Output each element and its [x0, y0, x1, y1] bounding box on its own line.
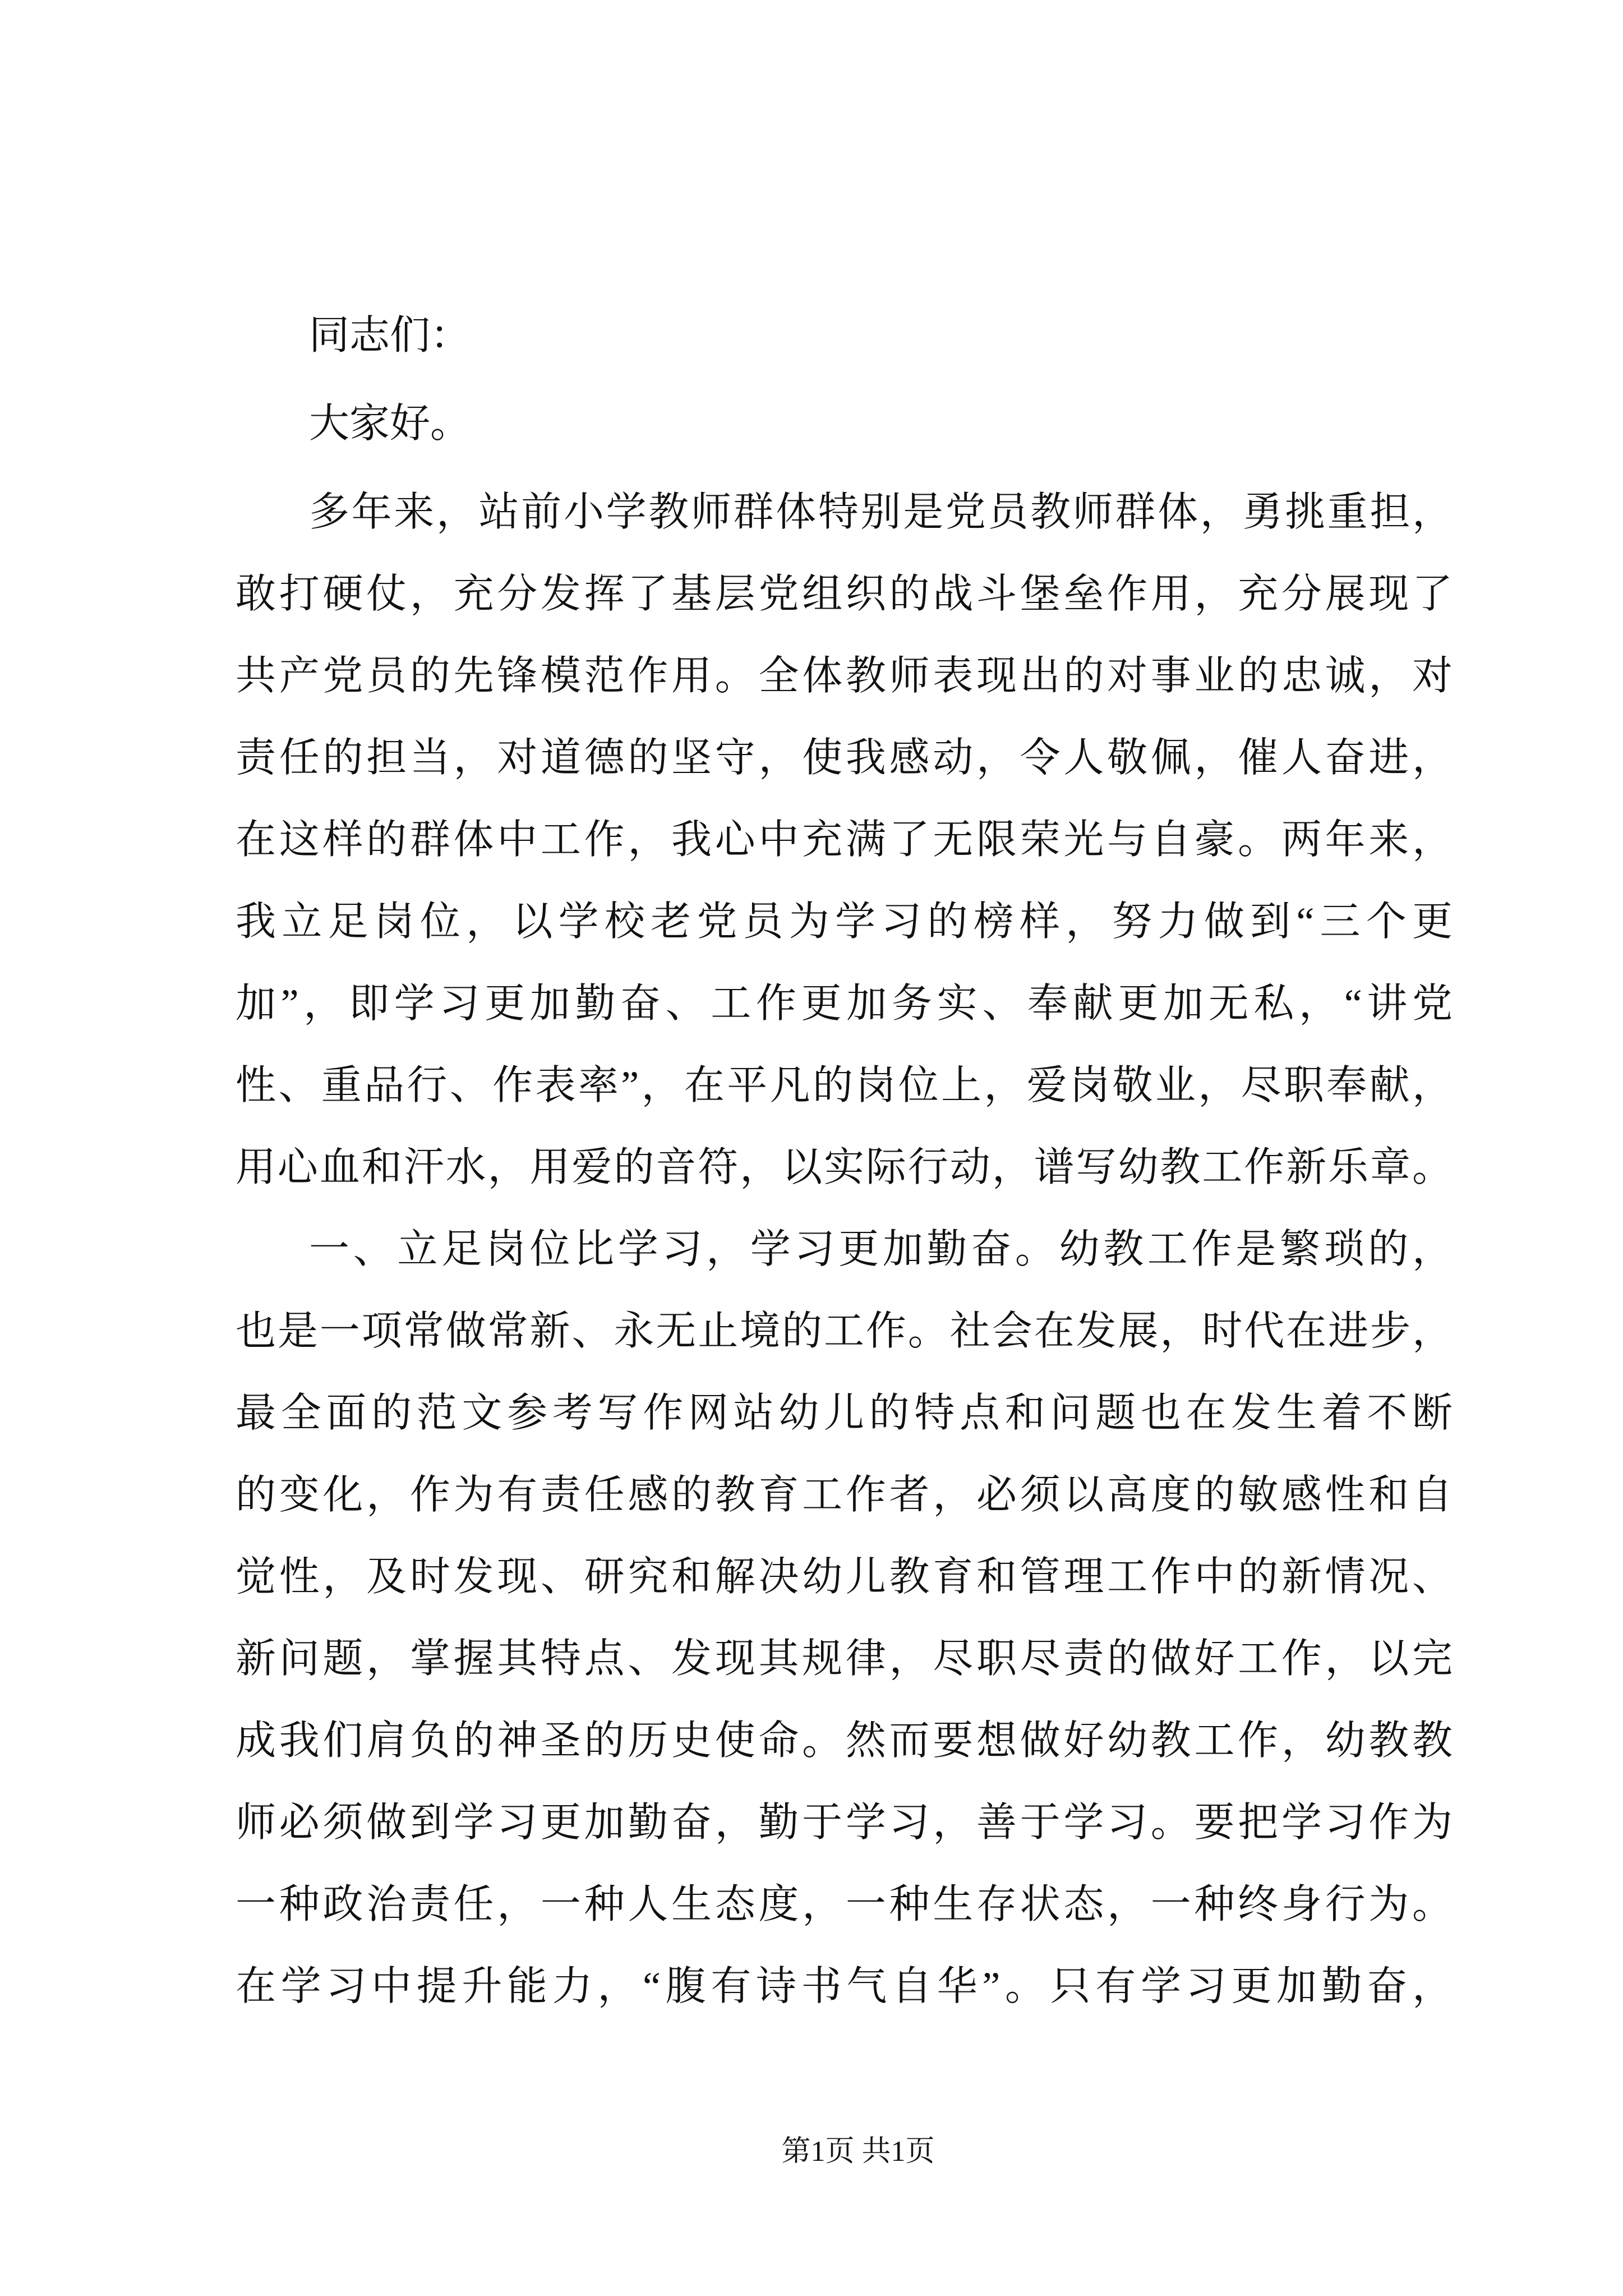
text-line: 师必须做到学习更加勤奋，勤于学习，善于学习。要把学习作为 — [236, 1800, 1453, 1845]
text-line: 成我们肩负的神圣的历史使命。然而要想做好幼教工作，幼教教 — [236, 1718, 1453, 1763]
page-footer: 第1页 共1页 — [781, 2136, 935, 2168]
paragraph-intro — [236, 471, 1453, 1208]
text-line: 觉性，及时发现、研究和解决幼儿教育和管理工作中的新情况、 — [236, 1554, 1453, 1599]
text-line: 责任的担当，对道德的坚守，使我感动，令人敬佩，催人奋进， — [236, 735, 1453, 780]
text-line: 敢打硬仗，充分发挥了基层党组织的战斗堡垒作用，充分展现了 — [236, 572, 1453, 616]
paragraph-section-one — [236, 1208, 1453, 2027]
text-line: 新问题，掌握其特点、发现其规律，尽职尽责的做好工作，以完 — [236, 1636, 1453, 1681]
text-line: 大家好。 — [309, 401, 471, 446]
greeting — [236, 380, 1453, 468]
text-line: 用心血和汗水，用爱的音符，以实际行动，谱写幼教工作新乐章。 — [236, 1145, 1453, 1190]
text-line: 在这样的群体中工作，我心中充满了无限荣光与自豪。两年来， — [236, 817, 1453, 862]
text-line: 也是一项常做常新、永无止境的工作。社会在发展，时代在进步， — [236, 1309, 1453, 1354]
text-line: 共产党员的先锋模范作用。全体教师表现出的对事业的忠诚，对 — [236, 654, 1453, 698]
text-line: 多年来，站前小学教师群体特别是党员教师群体，勇挑重担， — [309, 490, 1453, 535]
text-line: 性、重品行、作表率”，在平凡的岗位上，爱岗敬业，尽职奉献， — [236, 1063, 1453, 1108]
text-line: 最全面的范文参考写作网站幼儿的特点和问题也在发生着不断 — [236, 1391, 1453, 1435]
text-line: 我立足岗位，以学校老党员为学习的榜样，努力做到“三个更 — [236, 899, 1453, 944]
document-body — [236, 292, 1453, 2027]
text-line: 在学习中提升能力，“腹有诗书气自华”。只有学习更加勤奋， — [236, 1964, 1453, 2009]
text-line: 加”，即学习更加勤奋、工作更加务实、奉献更加无私，“讲党 — [236, 981, 1453, 1026]
salutation — [236, 292, 1453, 380]
text-line: 同志们： — [309, 313, 471, 358]
text-line: 一种政治责任，一种人生态度，一种生存状态，一种终身行为。 — [236, 1882, 1453, 1927]
text-line: 一、立足岗位比学习，学习更加勤奋。幼教工作是繁琐的， — [309, 1227, 1453, 1272]
text-line: 的变化，作为有责任感的教育工作者，必须以高度的敏感性和自 — [236, 1473, 1453, 1517]
